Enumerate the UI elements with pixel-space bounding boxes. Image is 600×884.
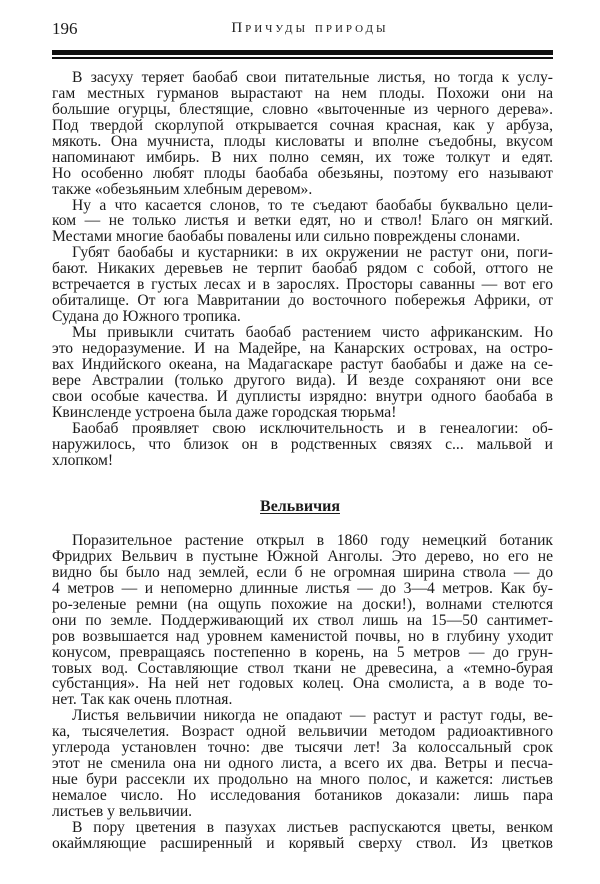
- header-rule-thick: [52, 50, 553, 55]
- text-line: наружилось, что близок он в родственных связях с... мальвой и: [52, 435, 553, 453]
- text-line: Местами многие баобабы повалены или сильно повреждены слонами.: [52, 228, 521, 246]
- paragraph: [52, 820, 553, 852]
- paragraph: [52, 245, 553, 325]
- text-line: напоминают имбирь. В них полно семян, их тоже толкут и едят.: [52, 148, 553, 166]
- text-line: углерода установлен точно: две тысячи лет! За колоссальный срок: [52, 739, 553, 757]
- text-line: Под твердой скорлупой открывается сочная красная, как у арбуза,: [52, 116, 553, 134]
- text-line: листьев у вельвичии.: [52, 802, 193, 820]
- text-line: окаймляющие расширенный и корявый сверху ствол. Из цветков: [52, 834, 553, 852]
- text-line: встречается в густых лесах и в зарослях. Просторы саванны — вот его: [52, 276, 553, 294]
- text-line: ров возвышается над уровнем каменистой почвы, но в глубину уходит: [52, 627, 553, 645]
- text-line: свои особые качества. И дуплисты изрядно: внутри одного баобаба в: [52, 387, 553, 405]
- text-line: конусом, превращаясь постепенно в корень, на 5 метров — до грун-: [52, 643, 553, 661]
- text-line: субстанция». На ней нет годовых колец. Она смолиста, а в воде то-: [52, 675, 553, 693]
- text-line: товых вод. Составляющие ствол ткани не древесина, а «темно-бурая: [52, 659, 553, 677]
- text-line: также «обезьяньим хлебным деревом».: [52, 180, 313, 198]
- text-line: гам местных гурманов вырастают на нем плоды. Похожи они на: [52, 84, 553, 102]
- text-line: Мы привыкли считать баобаб растением чисто африканским. Но: [72, 324, 553, 341]
- text-line: Ну а что касается слонов, то те съедают баобабы буквально цели-: [72, 196, 553, 214]
- running-title: Причуды природы: [231, 20, 389, 36]
- text-line: хлопком!: [52, 451, 114, 469]
- text-line: ро-зеленые ремни (на ощупь похожие на доски!), волнами стелются: [52, 595, 553, 613]
- text-line: видно бы было над землей, если б не огромная ширина ствола — до: [52, 563, 553, 581]
- text-line: Квинсленде устроена была даже городская тюрьма!: [52, 403, 397, 421]
- text-line: ком — не только листья и ветки едят, но и ствол! Благо он мягкий.: [52, 212, 553, 230]
- text-line: обиталище. От юга Мавритании до восточного побережья Африки, от: [52, 292, 553, 310]
- paragraph: [52, 708, 553, 820]
- header-rule-thin: [52, 57, 553, 59]
- section-welwitschia-text: [52, 533, 553, 852]
- text-line: В пору цветения в пазухах листьев распускаются цветы, венком: [72, 818, 553, 836]
- text-line: Но особенно любят плоды баобаба обезьяны, поэтому его называют: [52, 164, 553, 182]
- text-line: ка, тысячелетия. Возраст одной вельвичии методом радиоактивного: [52, 723, 553, 741]
- text-line: В засуху теряет баобаб свои питательные листья, но тогда к услу-: [72, 69, 553, 86]
- text-line: Листья вельвичии никогда не опадают — растут и растут годы, ве-: [72, 707, 553, 725]
- text-line: Фридрих Вельвич в пустыне Южной Анголы. Это дерево, но его не: [52, 547, 553, 565]
- text-line: Поразительное растение открыл в 1860 году немецкий ботаник: [72, 532, 553, 549]
- text-line: мякоть. Она мучниста, плоды кисловаты и вполне съедобны, вкусом: [52, 132, 553, 150]
- text-line: нет. Так как очень плотная.: [52, 691, 233, 709]
- text-line: бают. Никаких деревьев не терпит баобаб рядом с собой, оттого не: [52, 260, 553, 278]
- text-line: вах Индийского океана, на Мадагаскаре растут баобабы и даже на се-: [52, 355, 553, 373]
- text-line: ные бури рассекли их продольно на много полос, и кажется: листьев: [52, 771, 553, 789]
- page-number: 196: [52, 19, 78, 38]
- paragraph: [52, 198, 553, 246]
- paragraph: [52, 70, 553, 198]
- text-line: 4 метров — и непомерно длинные листья — до 3—4 метров. Как бу-: [52, 579, 553, 597]
- section-heading: Вельвичия: [260, 498, 340, 515]
- paragraph: [52, 533, 553, 708]
- paragraph: [52, 325, 553, 421]
- paragraph: [52, 421, 553, 469]
- section-baobab-text: [52, 70, 553, 468]
- text-line: Баобаб проявляет свою исключительность и в генеалогии: об-: [72, 419, 553, 437]
- text-line: они по земле. Поддерживающий их ствол лишь на 15—50 сантимет-: [52, 611, 553, 629]
- text-line: немалое число. Но исследования ботаников доказали: лишь пара: [52, 787, 553, 804]
- text-line: Судана до Южного тропика.: [52, 308, 241, 326]
- text-line: Губят баобабы и кустарники: в их окружении не растут они, поги-: [72, 244, 553, 262]
- text-line: большие огурцы, блестящие, словно «выточенные из черного дерева».: [52, 100, 553, 118]
- text-line: вере Австралии (только другого вида). И везде сохраняют они все: [52, 371, 553, 389]
- text-line: это недоразумение. И на Мадейре, на Канарских островах, на остро-: [52, 339, 553, 357]
- text-line: этот не сменила она ни одного листа, а всего их два. Ветры и песча-: [52, 755, 553, 773]
